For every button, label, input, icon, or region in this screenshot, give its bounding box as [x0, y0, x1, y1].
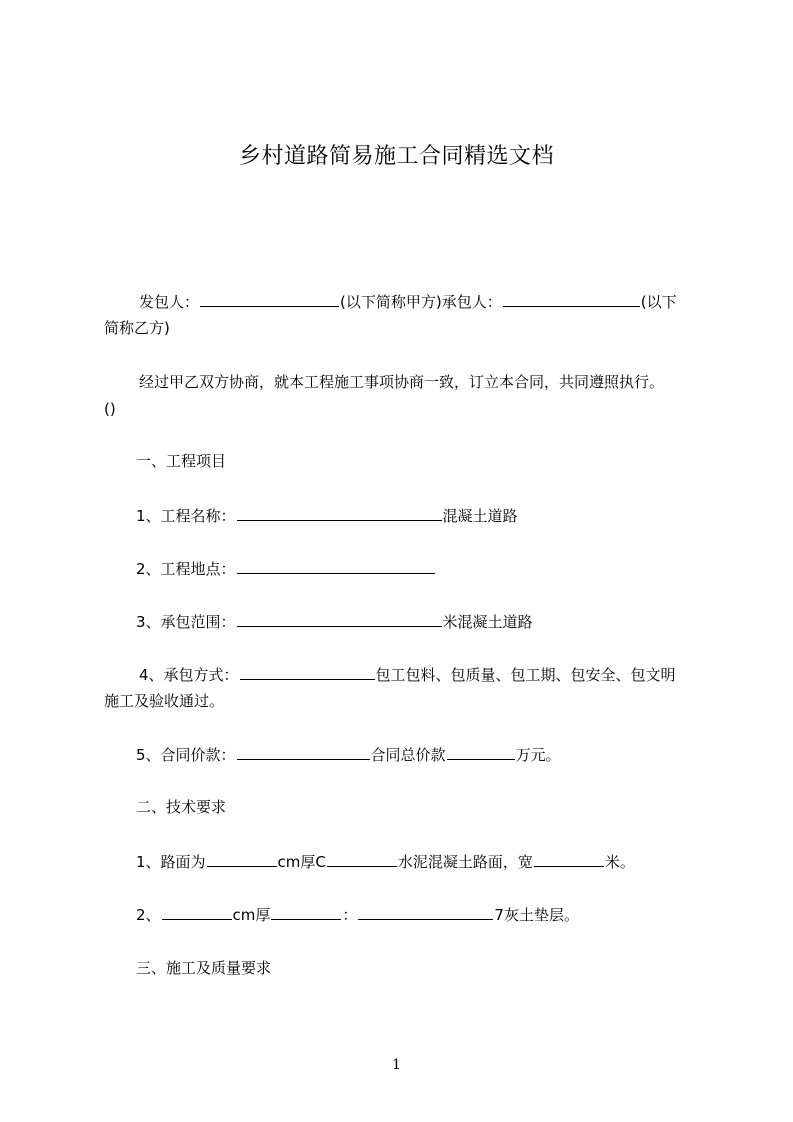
contract-method-line [139, 664, 676, 685]
contract-price-blank [237, 744, 370, 760]
agreement-text: 经过甲乙双方协商，就本工程施工事项协商一致，订立本合同，共同遵照执行。 [139, 373, 665, 391]
cushion-layer-number: 2、 [136, 906, 161, 924]
road-width-blank [534, 851, 604, 867]
road-width-unit: 米。 [604, 853, 635, 871]
contract-method-blank [240, 664, 375, 680]
employer-label: 发包人： [139, 293, 200, 311]
road-width-label: 水泥混凝土路面，宽 [397, 853, 533, 871]
contractor-blank [503, 291, 640, 307]
concrete-grade-blank [327, 851, 397, 867]
contract-method-suffix: 包工包料、包质量、包工期、包安全、包文明 [375, 666, 676, 684]
contract-scope-suffix: 米混凝土道路 [442, 613, 533, 631]
section-heading-construction-quality: 三、施工及质量要求 [136, 959, 272, 977]
project-location-label: 2、工程地点： [136, 560, 236, 578]
cushion-ratio-blank-a [271, 904, 341, 920]
contract-method-continuation: 施工及验收通过。 [104, 692, 225, 710]
contractor-label: (以下简称甲方)承包人： [340, 293, 502, 311]
parties-line-end: (以下 [640, 293, 677, 311]
road-thickness-unit: cm厚C [277, 853, 326, 871]
contract-price-suffix: 万元。 [515, 746, 561, 764]
cushion-thickness-unit: cm厚 [232, 906, 271, 924]
project-name-blank [237, 505, 442, 521]
cushion-layer-suffix: 7灰土垫层。 [494, 906, 579, 924]
parties-line-continuation: 简称乙方) [104, 319, 170, 337]
section-heading-technical: 二、技术要求 [136, 798, 227, 816]
road-surface-label: 1、路面为 [136, 853, 206, 871]
project-location-line [136, 558, 436, 579]
cushion-layer-line [136, 904, 579, 925]
contract-scope-blank [237, 611, 442, 627]
cushion-ratio-separator: ： [342, 906, 358, 924]
contract-scope-label: 3、承包范围： [136, 613, 236, 631]
contract-price-label: 5、合同价款： [136, 746, 236, 764]
page-number: 1 [392, 1057, 401, 1073]
project-name-suffix: 混凝土道路 [442, 507, 518, 525]
contract-method-label: 4、承包方式： [139, 666, 239, 684]
employer-blank [200, 291, 339, 307]
road-surface-line [136, 851, 635, 872]
agreement-text-continuation: () [104, 400, 116, 418]
contract-scope-line [136, 611, 533, 632]
section-heading-project: 一、工程项目 [136, 452, 227, 470]
cushion-ratio-blank-b [358, 904, 493, 920]
cushion-thickness-blank [162, 904, 232, 920]
project-location-blank [237, 558, 435, 574]
road-thickness-blank [207, 851, 277, 867]
project-name-label: 1、工程名称： [136, 507, 236, 525]
document-title: 乡村道路简易施工合同精选文档 [238, 144, 554, 169]
parties-line [139, 291, 677, 312]
contract-total-label: 合同总价款 [370, 746, 446, 764]
contract-price-line [136, 744, 561, 765]
project-name-line [136, 505, 518, 526]
contract-total-blank [447, 744, 515, 760]
